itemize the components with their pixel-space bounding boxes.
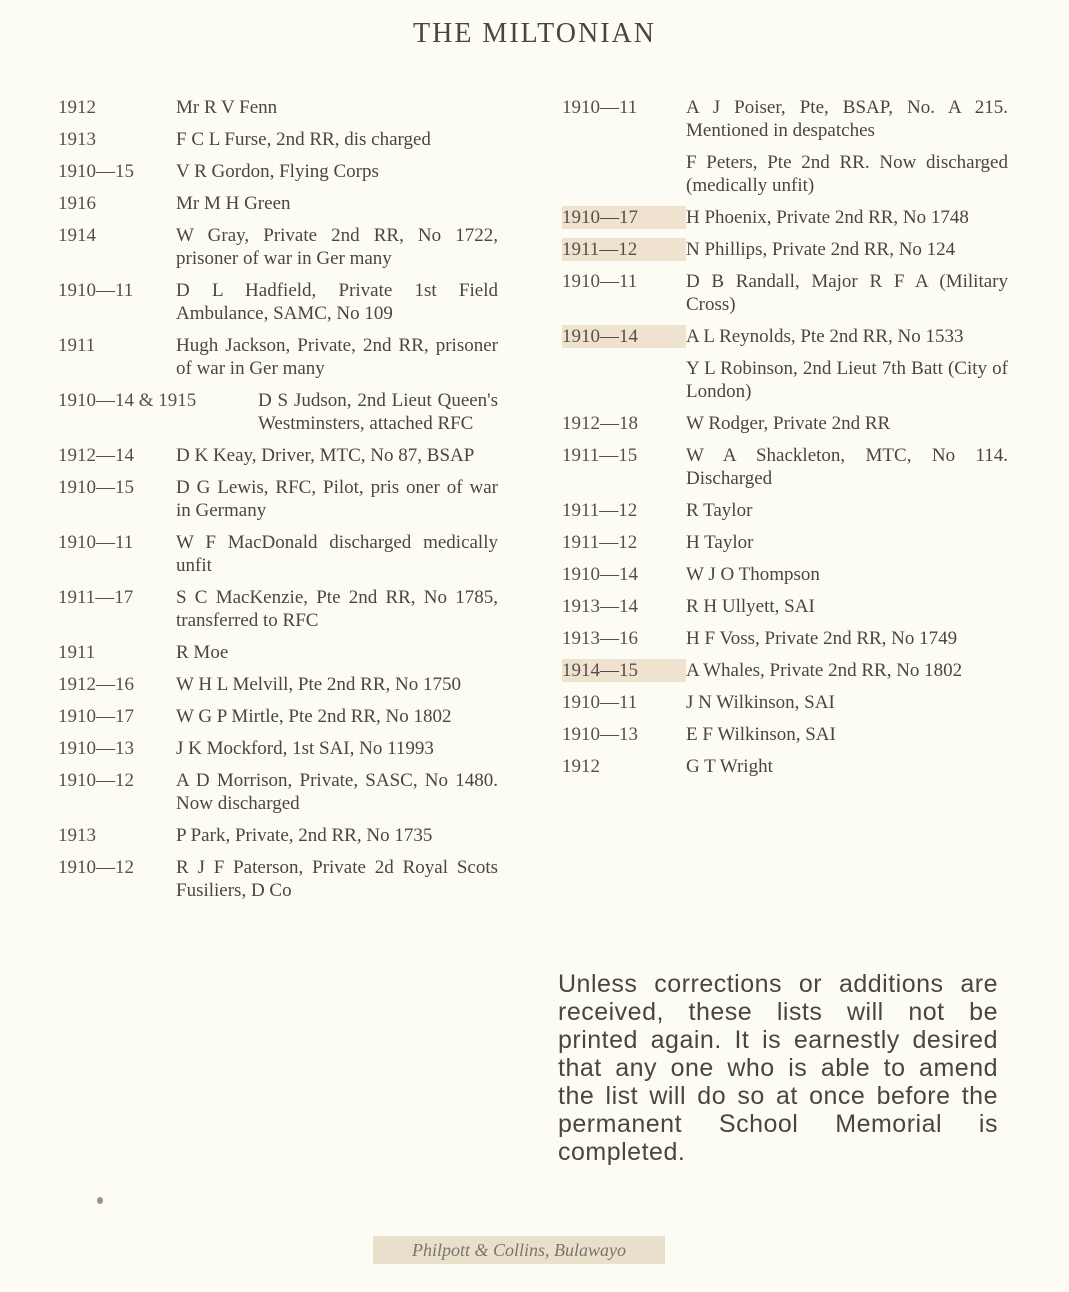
entry-years: 1913: [58, 129, 96, 150]
list-item: [562, 723, 1008, 746]
entry-name: H F Voss, Private 2nd RR, No 1749: [686, 628, 958, 649]
list-item: [58, 389, 498, 435]
ink-speck: [97, 1197, 103, 1204]
entry-years: 1911—17: [58, 587, 134, 608]
entry-name: F Peters, Pte 2nd RR. Now discharged (medically unfit): [686, 152, 1008, 196]
entry-years: 1911—12: [562, 238, 686, 261]
list-item: [562, 499, 1008, 522]
list-item: [58, 160, 498, 183]
list-item: [562, 270, 1008, 316]
entry-name: R J F Paterson, Private 2d Royal Scots Fusiliers, D Co: [176, 857, 498, 901]
entry-name: F C L Furse, 2nd RR, dis charged: [176, 129, 431, 150]
entry-name: S C MacKenzie, Pte 2nd RR, No 1785, transferred to RFC: [176, 587, 498, 631]
list-item: [58, 224, 498, 270]
list-item: [58, 96, 498, 119]
list-item: [562, 595, 1008, 618]
entry-years: 1914—15: [562, 659, 686, 682]
list-item: [58, 705, 498, 728]
entry-years: 1910—12: [58, 857, 134, 878]
entry-name: W A Shackleton, MTC, No 114. Discharged: [686, 445, 1008, 489]
entry-name: W Gray, Private 2nd RR, No 1722, prisoner of war in Ger many: [176, 225, 498, 269]
list-item: [562, 659, 1008, 682]
entry-years: 1910—11: [58, 532, 134, 553]
entry-years: 1913—14: [562, 596, 638, 617]
entry-years: 1911: [58, 335, 96, 356]
entry-years: 1912: [562, 756, 600, 777]
corrections-notice: Unless corrections or additions are received, these lists will not be printed again. It is earnestly desired that any one who is able to amend the list will do so at once before the permanent School Memorial is completed.: [558, 970, 998, 1166]
entry-name: W Rodger, Private 2nd RR: [686, 413, 891, 434]
list-item: [562, 412, 1008, 435]
entry-years: 1916: [58, 193, 96, 214]
entry-name: J K Mockford, 1st SAI, No 11993: [176, 738, 434, 759]
list-item: [562, 96, 1008, 142]
list-item: [58, 531, 498, 577]
entry-years: 1911—12: [562, 500, 638, 521]
entry-name: V R Gordon, Flying Corps: [176, 161, 379, 182]
list-item: [58, 824, 498, 847]
entry-years: 1910—15: [58, 161, 134, 182]
list-item: [58, 128, 498, 151]
list-item: [58, 641, 498, 664]
entry-name: A L Reynolds, Pte 2nd RR, No 1533: [686, 326, 964, 347]
entry-years: 1912—16: [58, 674, 134, 695]
entry-years: 1913—16: [562, 628, 638, 649]
right-column: [562, 96, 1008, 787]
entry-name: G T Wright: [686, 756, 773, 777]
entry-name: E F Wilkinson, SAI: [686, 724, 836, 745]
list-item: [58, 476, 498, 522]
page-title: THE MILTONIAN: [413, 18, 656, 49]
entry-years: 1912—14: [58, 445, 134, 466]
list-item: [562, 755, 1008, 778]
entry-name: R Taylor: [686, 500, 753, 521]
entry-name: R H Ullyett, SAI: [686, 596, 815, 617]
entry-years: 1910—15: [58, 477, 134, 498]
entry-years: 1913: [58, 825, 96, 846]
entry-name: Mr R V Fenn: [176, 97, 278, 118]
list-item: [58, 586, 498, 632]
list-item: [58, 334, 498, 380]
list-item: [58, 673, 498, 696]
list-item: [562, 206, 1008, 229]
list-item: [562, 238, 1008, 261]
entry-name: Mr M H Green: [176, 193, 291, 214]
entry-name: W F MacDonald discharged medically unfit: [176, 532, 498, 576]
entry-name: R Moe: [176, 642, 229, 663]
entry-name: D B Randall, Major R F A (Military Cross): [686, 271, 1008, 315]
list-item: [58, 444, 498, 467]
left-column: [58, 96, 498, 911]
entry-years: 1910—11: [562, 271, 638, 292]
list-item: [562, 563, 1008, 586]
entry-name: A D Morrison, Private, SASC, No 1480. Now discharged: [176, 770, 498, 814]
entry-name: A J Poiser, Pte, BSAP, No. A 215. Mentioned in despatches: [686, 97, 1008, 141]
list-item: [562, 627, 1008, 650]
entry-years: 1910—14: [562, 564, 638, 585]
list-item: [58, 192, 498, 215]
entry-years: 1911—15: [562, 445, 638, 466]
entry-name: N Phillips, Private 2nd RR, No 124: [686, 239, 956, 260]
entry-years: 1910—17: [562, 206, 686, 229]
list-item: [58, 769, 498, 815]
list-item: [562, 357, 1008, 403]
entry-years: 1911—12: [562, 532, 638, 553]
entry-years: 1910—12: [58, 770, 134, 791]
printer-imprint: Philpott & Collins, Bulawayo: [373, 1236, 665, 1264]
entry-name: A Whales, Private 2nd RR, No 1802: [686, 660, 963, 681]
list-item: [562, 691, 1008, 714]
entry-name: P Park, Private, 2nd RR, No 1735: [176, 825, 433, 846]
entry-years: 1912—18: [562, 413, 638, 434]
entry-years: 1911: [58, 642, 96, 663]
entry-years: 1914: [58, 225, 96, 246]
entry-years: 1910—13: [58, 738, 134, 759]
entry-years: 1910—11: [58, 280, 134, 301]
entry-years: 1910—13: [562, 724, 638, 745]
entry-name: W J O Thompson: [686, 564, 820, 585]
list-item: [562, 325, 1008, 348]
entry-years: 1910—17: [58, 706, 134, 727]
entry-name: W H L Melvill, Pte 2nd RR, No 1750: [176, 674, 461, 695]
list-item: [58, 856, 498, 902]
entry-name: H Taylor: [686, 532, 754, 553]
list-item: [562, 444, 1008, 490]
list-item: [58, 737, 498, 760]
entry-name: D S Judson, 2nd Lieut Queen's Westminsters, attached RFC: [258, 390, 498, 434]
entry-years: 1910—11: [562, 692, 638, 713]
entry-years: 1910—14 & 1915: [58, 390, 197, 411]
entry-name: Hugh Jackson, Private, 2nd RR, prisoner of war in Ger many: [176, 335, 498, 379]
entry-name: J N Wilkinson, SAI: [686, 692, 835, 713]
entry-years: 1910—14: [562, 325, 686, 348]
entry-name: D G Lewis, RFC, Pilot, pris oner of war in Germany: [176, 477, 498, 521]
list-item: [562, 151, 1008, 197]
entry-name: D L Hadfield, Private 1st Field Ambulance, SAMC, No 109: [176, 280, 498, 324]
entry-name: H Phoenix, Private 2nd RR, No 1748: [686, 207, 969, 228]
list-item: [562, 531, 1008, 554]
entry-name: Y L Robinson, 2nd Lieut 7th Batt (City of London): [686, 358, 1008, 402]
entry-name: W G P Mirtle, Pte 2nd RR, No 1802: [176, 706, 452, 727]
entry-years: 1910—11: [562, 97, 638, 118]
entry-name: D K Keay, Driver, MTC, No 87, BSAP: [176, 445, 475, 466]
list-item: [58, 279, 498, 325]
entry-years: 1912: [58, 97, 96, 118]
